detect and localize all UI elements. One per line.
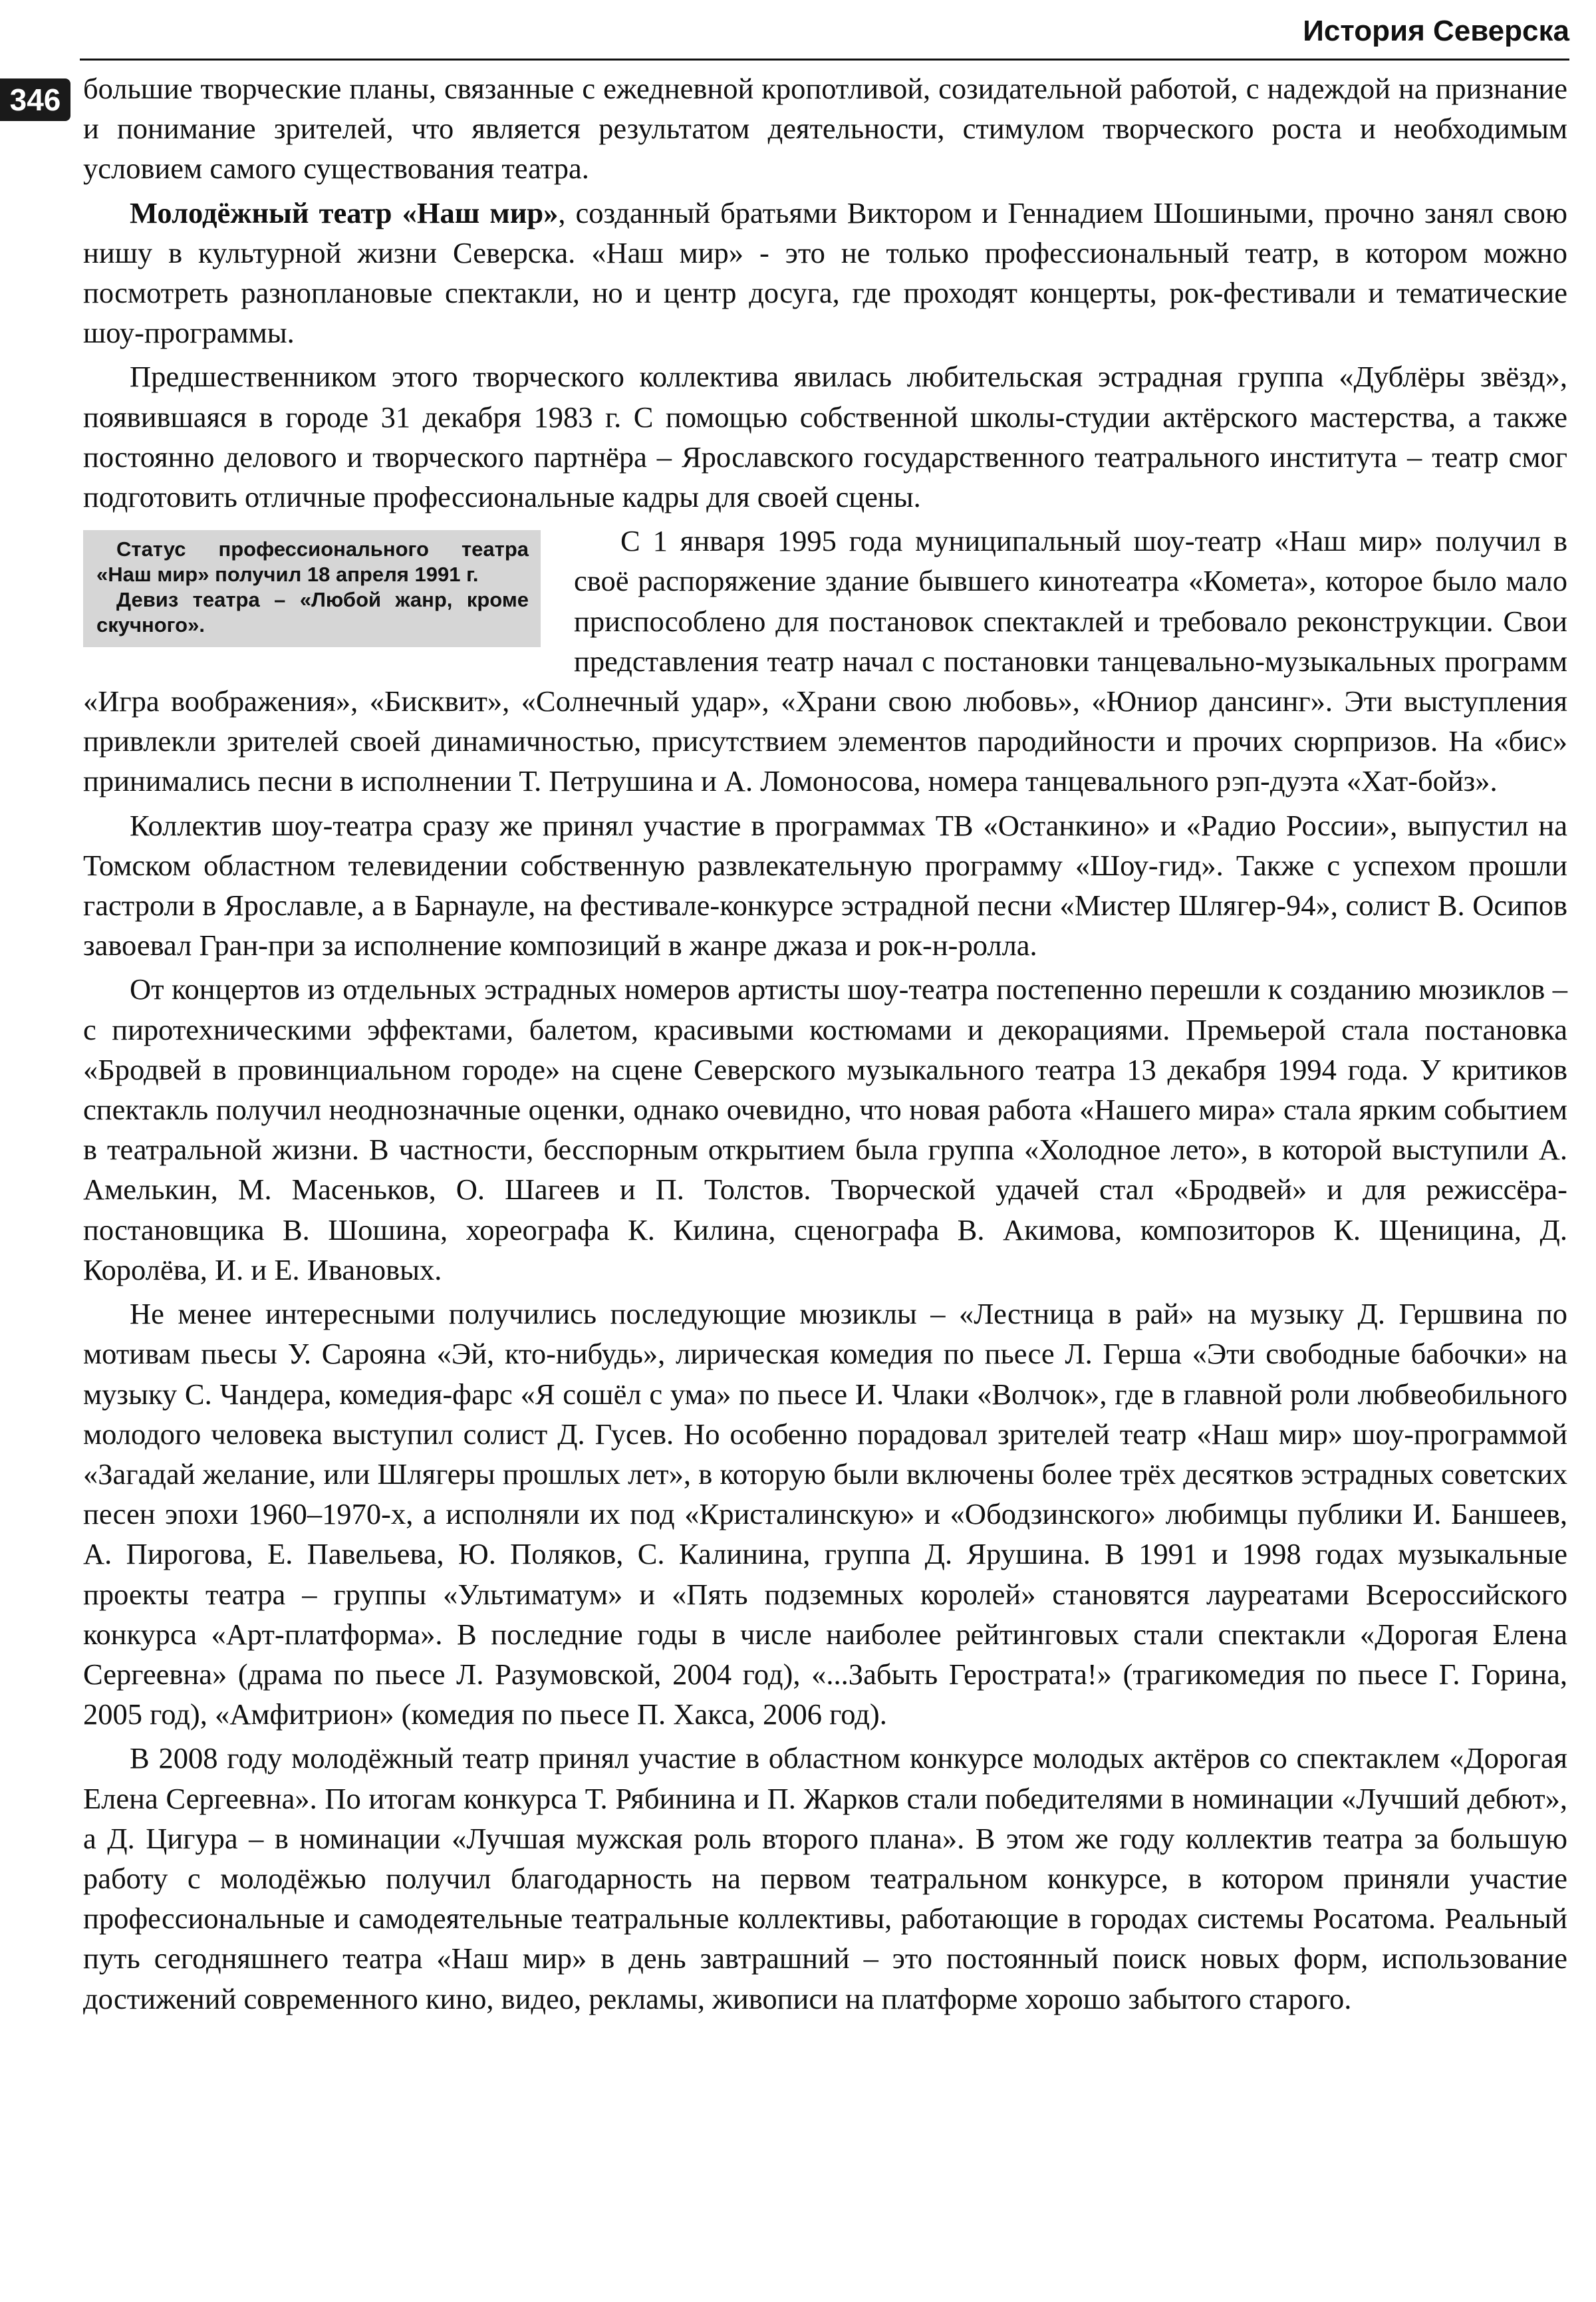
paragraph-theatre-intro (83, 193, 1567, 353)
sidebar-note (83, 530, 541, 647)
paragraph-continued: большие творческие планы, связанные с ежедневной кропотливой, созидательной работой, с надеждой на признание и понимание зрителей, что является результатом деятельности, стимулом творческого роста и необходимым условием самого существования театра. (83, 72, 1567, 186)
paragraph-later-musicals: Не менее интересными получились последующие мюзиклы – «Лестница в рай» на музыку Д. Гершвина по мотивам пьесы У. Сарояна «Эй, кто-нибудь», лирическая комедия по пьесе Л. Герша «Эти свободные бабочки» на музыку С. Чандера, комедия-фарс «Я сошёл с ума» по пьесе И. Члаки «Волчок», где в главной роли любвеобильного молодого человека выступил солист Д. Гусев. Но особенно порадовал зрителей театр «Наш мир» шоу-программой «Загадай желание, или Шлягеры прошлых лет», в которую были включены более трёх десятков эстрадных советских песен эпохи 1960–1970-х, а исполняли их под «Кристалинскую» и «Ободзинского» любимцы публики И. Баншеев, А. Пирогова, Е. Павельева, Ю. Поляков, С. Калинина, группа Д. Ярушина. В 1991 и 1998 годах музыкальные проекты театра – группы «Ультиматум» и «Пять подземных королей» становятся лауреатами Всероссийского конкурса «Арт-платформа». В последние годы в числе наиболее рейтинговых стали спектакли «Дорогая Елена Сергеевна» (драма по пьесе Л. Разумовской, 2004 год), «...Забыть Герострата!» (трагикомедия по пьесе Г. Горина, 2005 год), «Амфитрион» (комедия по пьесе П. Хакса, 2006 год). (83, 1297, 1567, 1731)
page-number: 346 (0, 78, 70, 121)
theatre-name-bold: Молодёжный театр «Наш мир» (130, 196, 559, 229)
paragraph-1995 (83, 521, 1567, 801)
paragraph-predecessor: Предшественником этого творческого коллектива явилась любительская эстрадная группа «Дублёры звёзд», появившаяся в городе 31 декабря 1983 г. С помощью собственной школы-студии актёрского мастерства, а также постоянно делового и творческого партнёра – Ярославского государственного театрального института – театр смог подготовить отличные профессиональные кадры для своей сцены. (83, 360, 1567, 514)
article-body (83, 69, 1567, 2023)
paragraph-theatre-intro-text: , созданный братьями Виктором и Геннадием Шошиными, прочно занял свою нишу в культурной жизни Северска. «Наш мир» - это не только профессиональный театр, в котором можно посмотреть разноплановые спектакли, но и центр досуга, где проходят концерты, рок-фестивали и тематические шоу-программы. (83, 196, 1568, 350)
paragraph-musicals: От концертов из отдельных эстрадных номеров артисты шоу-театра постепенно перешли к созданию мюзиклов – с пиротехническими эффектами, балетом, красивыми костюмами и декорациями. Премьерой стала постановка «Бродвей в провинциальном городе» на сцене Северского музыкального театра 13 декабря 1994 года. У критиков спектакль получил неоднозначные оценки, однако очевидно, что новая работа «Нашего мира» стала ярким событием в театральной жизни. В частности, бесспорным открытием была группа «Холодное лето», в которой выступили А. Амелькин, М. Масеньков, О. Шагеев и П. Толстов. Творческой удачей стал «Бродвей» и для режиссёра-постановщика В. Шошина, хореографа К. Килина, сценографа В. Акимова, композиторов К. Щеницина, Д. Королёва, И. и Е. Ивановых. (83, 972, 1567, 1286)
sidebar-motto-note: Девиз театра – «Любой жанр, кроме скучного». (96, 588, 529, 637)
running-title: История Северска (1303, 15, 1569, 47)
paragraph-tv: Коллектив шоу-театра сразу же принял участие в программах ТВ «Останкино» и «Радио России», выпустил на Томском областном телевидении собственную развлекательную программу «Шоу-гид». Также с успехом прошли гастроли в Ярославле, а в Барнауле, на фестивале-конкурсе эстрадной песни «Мистер Шлягер-94», солист В. Осипов завоевал Гран-при за исполнение композиций в жанре джаза и рок-н-ролла. (83, 808, 1567, 962)
paragraph-2008: В 2008 году молодёжный театр принял участие в областном конкурсе молодых актёров со спектаклем «Дорогая Елена Сергеевна». По итогам конкурса Т. Рябинина и П. Жарков стали победителями в номинации «Лучший дебют», а Д. Цигура – в номинации «Лучшая мужская роль второго плана». В этом же году коллектив театра за большую работу с молодёжью получил благодарность на первом театральном конкурсе, в котором приняли участие профессиональные и самодеятельные театральные коллективы, работающие в городах системы Росатома. Реальный путь сегодняшнего театра «Наш мир» в день завтрашний – это постоянный поиск новых форм, использование достижений современного кино, видео, рекламы, живописи на платформе хорошо забытого старого. (83, 1741, 1567, 2015)
header-rule (80, 59, 1569, 61)
sidebar-status-note: Статус профессионального театра «Наш мир» получил 18 апреля 1991 г. (96, 537, 529, 587)
paragraph-1995-text: С 1 января 1995 года муниципальный шоу-театр «Наш мир» получил в своё распоряжение здание бывшего кинотеатра «Комета», которое было мало приспособлено для постановок спектаклей и требовало реконструкции. Свои представления театр начал с постановки танцевально-музыкальных программ «Игра воображения», «Бисквит», «Солнечный удар», «Храни свою любовь», «Юниор дансинг». Эти выступления привлекли зрителей своей динамичностью, присутствием элементов пародийности и прочих сюрпризов. На «бис» принимались песни в исполнении Т. Петрушина и А. Ломоносова, номера танцевального рэп-дуэта «Хат-бойз». (83, 524, 1567, 798)
